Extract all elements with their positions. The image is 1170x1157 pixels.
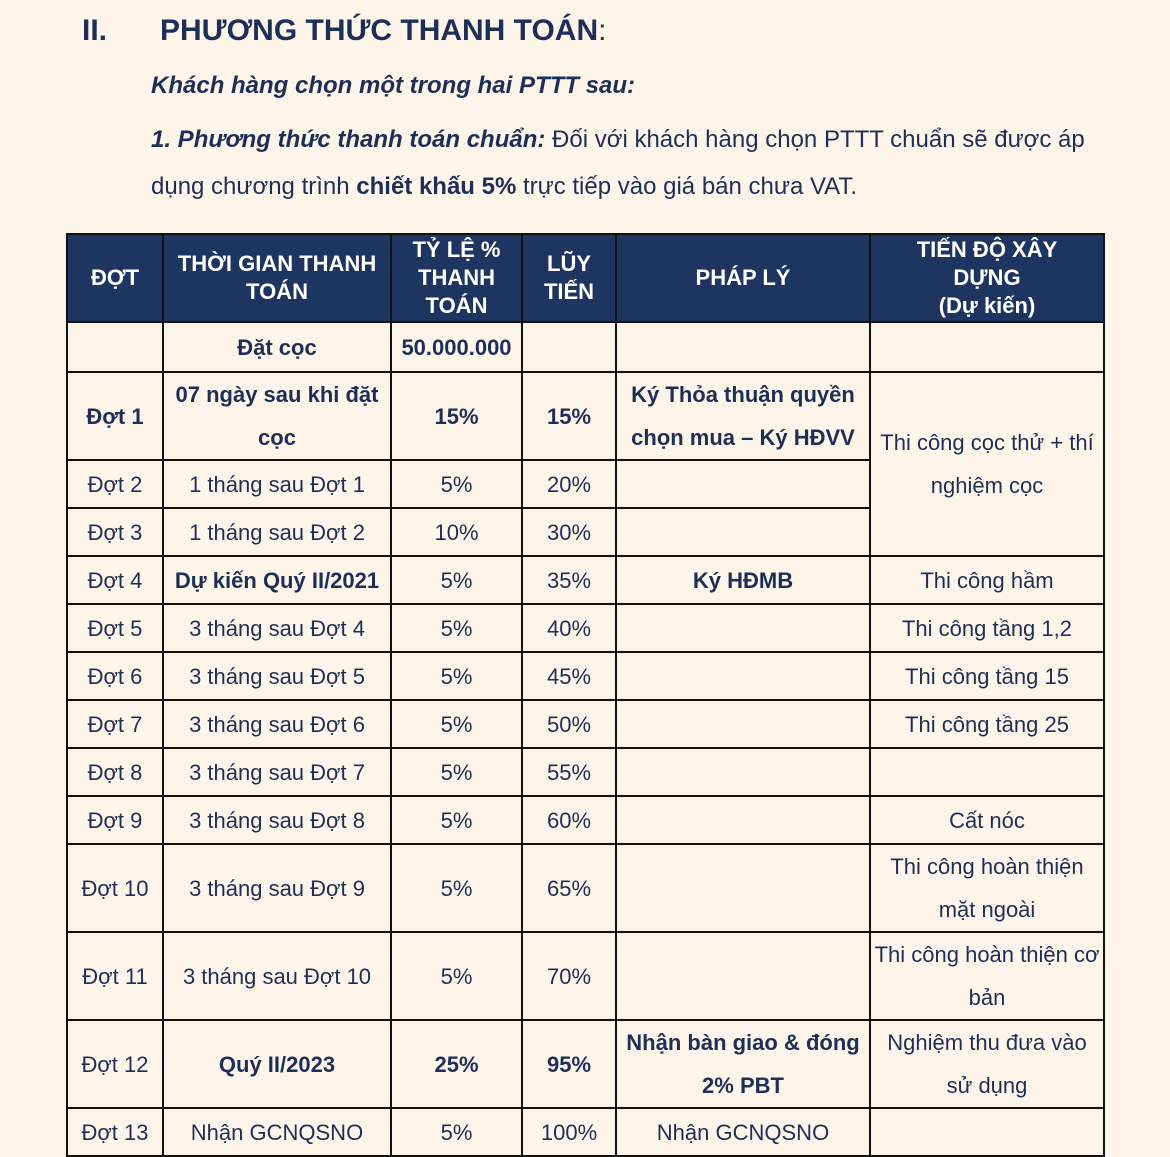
- table-row-deposit: [67, 322, 1104, 372]
- table-cell: 25%: [391, 1020, 522, 1108]
- table-cell: 5%: [391, 844, 522, 932]
- table-cell: 1 tháng sau Đợt 2: [163, 508, 391, 556]
- table-cell: 5%: [391, 796, 522, 844]
- table-cell: 50%: [522, 700, 616, 748]
- table-cell: Cất nóc: [870, 796, 1104, 844]
- table-cell: Nhận bàn giao & đóng 2% PBT: [616, 1020, 870, 1108]
- intro-text: Khách hàng chọn một trong hai PTTT sau:: [151, 72, 635, 99]
- paragraph-discount: chiết khấu 5%: [356, 173, 517, 200]
- table-row: [67, 604, 1104, 652]
- table-cell: Đợt 8: [67, 748, 163, 796]
- table-cell: 3 tháng sau Đợt 10: [163, 932, 391, 1020]
- table-cell: 5%: [391, 700, 522, 748]
- table-cell: 3 tháng sau Đợt 9: [163, 844, 391, 932]
- table-cell: 60%: [522, 796, 616, 844]
- table-cell: Đợt 9: [67, 796, 163, 844]
- section-heading: [82, 14, 606, 48]
- paragraph-text-2: trực tiếp vào giá bán chưa VAT.: [516, 173, 858, 200]
- table-cell: [67, 322, 163, 372]
- table-cell: [616, 460, 870, 508]
- table-cell: Quý II/2023: [163, 1020, 391, 1108]
- payment-schedule-table: [66, 233, 1105, 1157]
- table-cell: 5%: [391, 932, 522, 1020]
- table-cell: Nhận GCNQSNO: [616, 1108, 870, 1156]
- table-cell: 100%: [522, 1108, 616, 1156]
- table-cell: Thi công tầng 25: [870, 700, 1104, 748]
- section-title: PHƯƠNG THỨC THANH TOÁN: [160, 14, 599, 47]
- table-cell: Đợt 6: [67, 652, 163, 700]
- table-cell: [870, 748, 1104, 796]
- table-cell: [616, 932, 870, 1020]
- table-cell: 5%: [391, 748, 522, 796]
- table-cell: [616, 604, 870, 652]
- table-cell: Đợt 4: [67, 556, 163, 604]
- table-row: [67, 796, 1104, 844]
- paragraph-lead: 1. Phương thức thanh toán chuẩn:: [151, 126, 546, 153]
- table-cell: 15%: [522, 372, 616, 460]
- header-dot: ĐỢT: [67, 234, 163, 322]
- table-cell: 40%: [522, 604, 616, 652]
- table-cell: 5%: [391, 604, 522, 652]
- table-cell: [616, 796, 870, 844]
- table-cell: 1 tháng sau Đợt 1: [163, 460, 391, 508]
- table-cell: Ký HĐMB: [616, 556, 870, 604]
- table-cell: Đợt 1: [67, 372, 163, 460]
- table-cell: 50.000.000: [391, 322, 522, 372]
- header-progress: TIẾN ĐỘ XÂY DỰNG (Dự kiến): [870, 234, 1104, 322]
- table-cell: 5%: [391, 556, 522, 604]
- table-cell: Đợt 5: [67, 604, 163, 652]
- table-cell: 15%: [391, 372, 522, 460]
- table-cell: 45%: [522, 652, 616, 700]
- table-cell: [870, 322, 1104, 372]
- table-cell: 30%: [522, 508, 616, 556]
- table-cell: Ký Thỏa thuận quyền chọn mua – Ký HĐVV: [616, 372, 870, 460]
- table-cell: Thi công cọc thử + thí nghiệm cọc: [870, 372, 1104, 556]
- table-cell: Thi công tầng 15: [870, 652, 1104, 700]
- table-cell: Thi công hoàn thiện cơ bản: [870, 932, 1104, 1020]
- table-cell: 3 tháng sau Đợt 8: [163, 796, 391, 844]
- table-cell: 70%: [522, 932, 616, 1020]
- table-cell: Thi công tầng 1,2: [870, 604, 1104, 652]
- header-legal: PHÁP LÝ: [616, 234, 870, 322]
- table-cell: Đợt 10: [67, 844, 163, 932]
- table-cell: Nhận GCNQSNO: [163, 1108, 391, 1156]
- table-row: [67, 748, 1104, 796]
- table-cell: 3 tháng sau Đợt 5: [163, 652, 391, 700]
- table-cell: Nghiệm thu đưa vào sử dụng: [870, 1020, 1104, 1108]
- table-cell: 3 tháng sau Đợt 4: [163, 604, 391, 652]
- table-row: [67, 652, 1104, 700]
- table-cell: Đợt 3: [67, 508, 163, 556]
- table-cell: [616, 748, 870, 796]
- table-row: [67, 556, 1104, 604]
- table-cell: [616, 844, 870, 932]
- table-cell: 65%: [522, 844, 616, 932]
- table-cell: 3 tháng sau Đợt 7: [163, 748, 391, 796]
- table-cell: [616, 322, 870, 372]
- table-cell: [616, 652, 870, 700]
- table-cell: Đợt 2: [67, 460, 163, 508]
- header-time: THỜI GIAN THANH TOÁN: [163, 234, 391, 322]
- section-colon: :: [598, 14, 607, 47]
- table-cell: [616, 700, 870, 748]
- table-cell: Đặt cọc: [163, 322, 391, 372]
- header-cumulative: LŨY TIẾN: [522, 234, 616, 322]
- table-cell: 55%: [522, 748, 616, 796]
- table-row: [67, 1020, 1104, 1108]
- table-row: [67, 372, 1104, 460]
- paragraph-text-1: Đối với khách hàng chọn PTTT chuẩn sẽ được áp dụng chương trình: [151, 126, 1085, 200]
- table-cell: 10%: [391, 508, 522, 556]
- table-cell: Đợt 13: [67, 1108, 163, 1156]
- table-cell: Đợt 7: [67, 700, 163, 748]
- payment-method-paragraph: [151, 116, 1111, 210]
- table-row: [67, 700, 1104, 748]
- table-header-row: [67, 234, 1104, 322]
- table-cell: Dự kiến Quý II/2021: [163, 556, 391, 604]
- table-cell: [616, 508, 870, 556]
- table-cell: 5%: [391, 652, 522, 700]
- table-cell: Thi công hoàn thiện mặt ngoài: [870, 844, 1104, 932]
- section-number: II.: [82, 14, 108, 47]
- table-cell: 5%: [391, 460, 522, 508]
- header-ratio: TỶ LỆ % THANH TOÁN: [391, 234, 522, 322]
- table-cell: [522, 322, 616, 372]
- table-cell: 35%: [522, 556, 616, 604]
- table-cell: 95%: [522, 1020, 616, 1108]
- table-row: [67, 932, 1104, 1020]
- table-cell: Đợt 11: [67, 932, 163, 1020]
- table-cell: Thi công hầm: [870, 556, 1104, 604]
- table-cell: 20%: [522, 460, 616, 508]
- table-cell: 5%: [391, 1108, 522, 1156]
- table-row: [67, 844, 1104, 932]
- table-cell: Đợt 12: [67, 1020, 163, 1108]
- table-cell: 07 ngày sau khi đặt cọc: [163, 372, 391, 460]
- table-cell: 3 tháng sau Đợt 6: [163, 700, 391, 748]
